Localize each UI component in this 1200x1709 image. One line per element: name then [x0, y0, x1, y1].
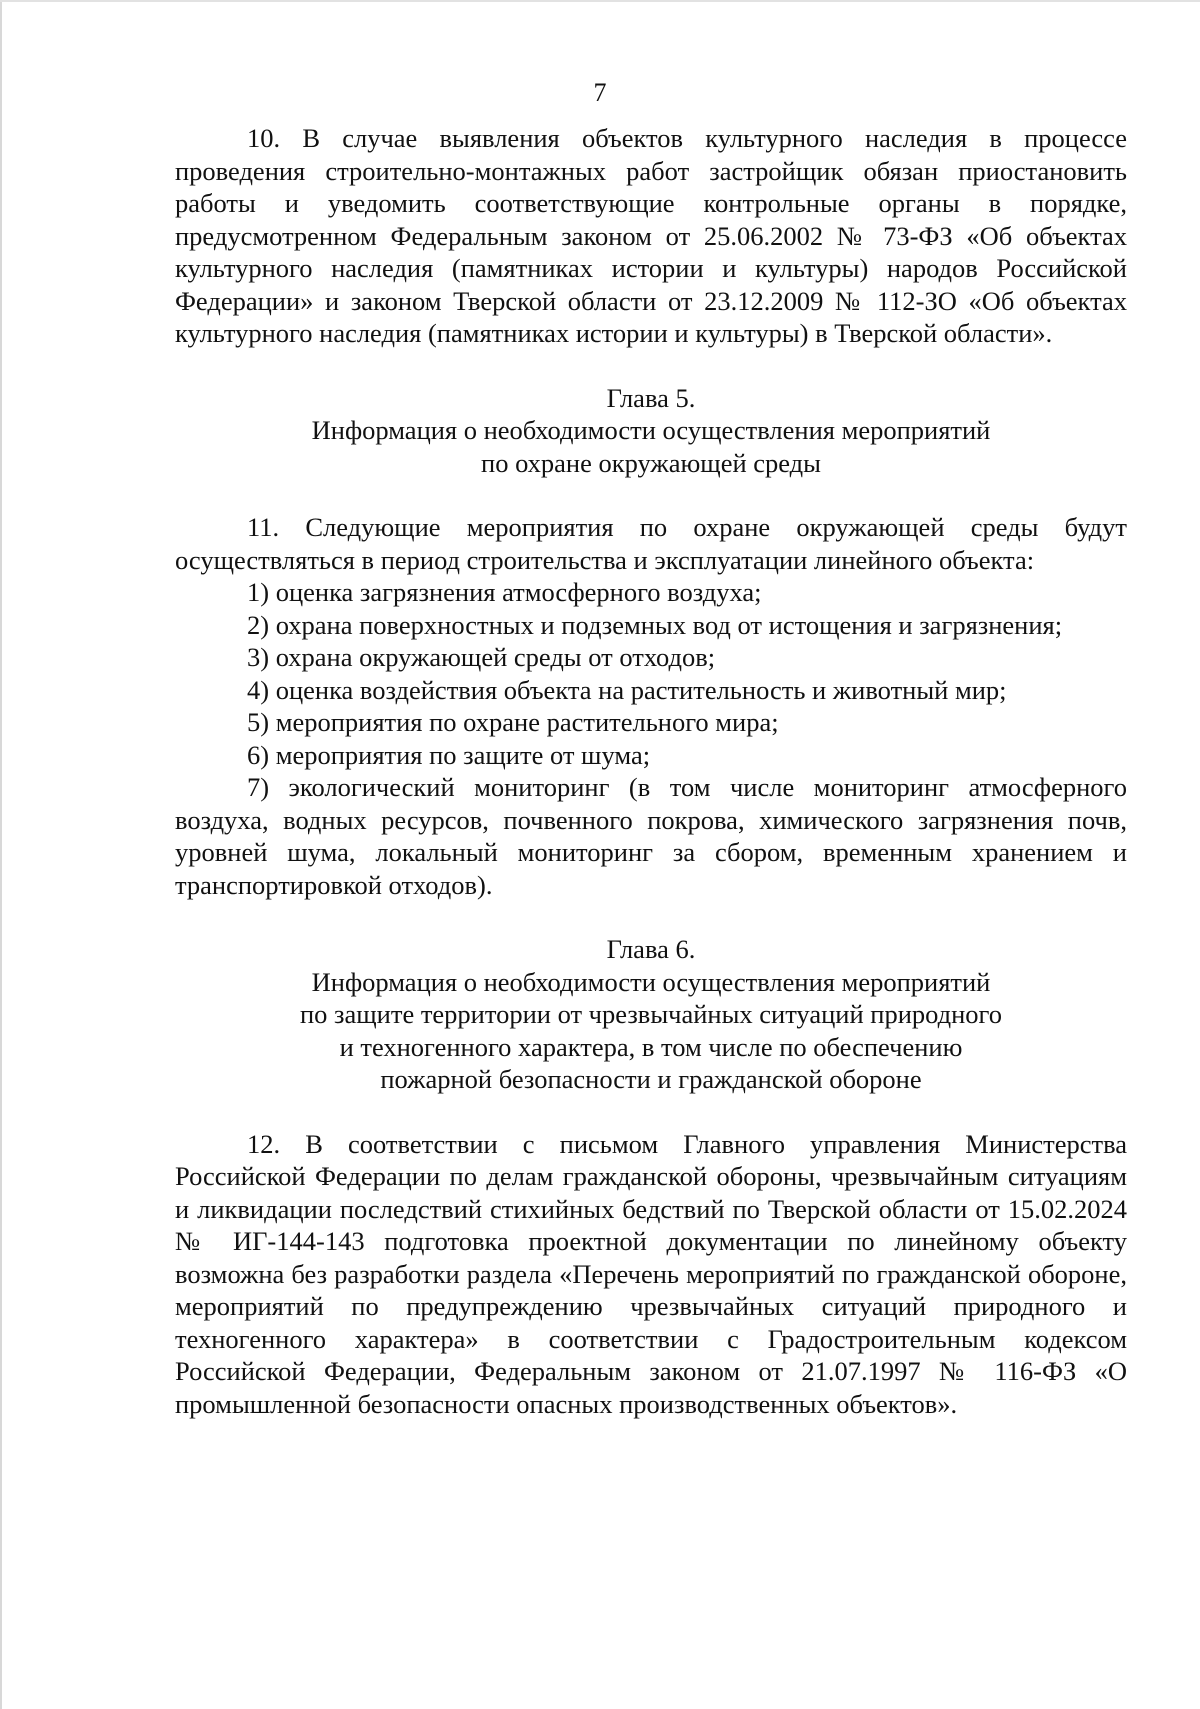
- chapter-6-title-line-1: Информация о необходимости осуществления мероприятий: [311, 966, 991, 997]
- section-10-paragraph: 10. В случае выявления объектов культурного наследия в процессе проведения строительно-монтажных работ застройщик обязан приостановить работы и уведомить соответствующие контрольные органы в порядке, предусмотренном Федеральным законом от 25.06.2002 № 73-ФЗ «Об объектах культурного наследия (памятниках истории и культуры) народов Российской Федерации» и законом Тверской области от 23.12.2009 № 112-ЗО «Об объектах культурного наследия (памятниках истории и культуры) в Тверской области».: [175, 123, 1127, 348]
- page-number: 7: [593, 78, 607, 107]
- chapter-6-title-line-4: пожарной безопасности и гражданской обороне: [380, 1064, 922, 1094]
- section-11-item-1: 1) оценка загрязнения атмосферного воздуха;: [247, 577, 762, 607]
- scan-edge-left: [0, 0, 2, 1709]
- section-11-item-5: 5) мероприятия по охране растительного мира;: [247, 707, 779, 737]
- chapter-6-title-line-3: и техногенного характера, в том числе по обеспечению: [339, 1031, 963, 1062]
- chapter-6-heading: [175, 933, 1127, 1096]
- chapter-6-title-line-2: по защите территории от чрезвычайных ситуаций природного: [299, 999, 1002, 1029]
- section-11-item-7: 7) экологический мониторинг (в том числе мониторинг атмосферного воздуха, водных ресурсов, почвенного покрова, химического загрязнения почв, уровней шума, локальный мониторинг за сбором, временным хранением и транспортировкой отходов).: [175, 772, 1127, 900]
- section-11-intro: 11. Следующие мероприятия по охране окружающей среды будут осуществляться в период строительства и эксплуатации линейного объекта:: [175, 512, 1127, 575]
- document-body: [175, 122, 1127, 1420]
- chapter-5-title-line-1: Информация о необходимости осуществления мероприятий: [311, 415, 991, 445]
- chapter-5-title-line-2: по охране окружающей среды: [481, 447, 821, 478]
- scan-edge-top: [0, 0, 1200, 2]
- chapter-6-label: Глава 6.: [606, 934, 696, 964]
- section-11-item-2: 2) охрана поверхностных и подземных вод от истощения и загрязнения;: [247, 609, 1063, 640]
- chapter-5-heading: [175, 382, 1127, 480]
- section-11-item-4: 4) оценка воздействия объекта на растительность и животный мир;: [247, 674, 1007, 705]
- chapter-5-label: Глава 5.: [606, 382, 696, 413]
- section-11-item-6: 6) мероприятия по защите от шума;: [247, 739, 651, 770]
- section-12-paragraph: 12. В соответствии с письмом Главного управления Министерства Российской Федерации по делам гражданской обороны, чрезвычайным ситуациям и ликвидации последствий стихийных бедствий по Тверской области от 15.02.2024 № ИГ-144-143 подготовка проектной документации по линейному объекту возможна без разработки раздела «Перечень мероприятий по гражданской обороне, мероприятий по предупреждению чрезвычайных ситуаций природного и техногенного характера» в соответствии с Градостроительным кодексом Российской Федерации, Федеральным законом от 21.07.1997 № 116-ФЗ «О промышленной безопасности опасных производственных объектов».: [175, 1128, 1127, 1419]
- section-11-item-3: 3) охрана окружающей среды от отходов;: [247, 642, 716, 672]
